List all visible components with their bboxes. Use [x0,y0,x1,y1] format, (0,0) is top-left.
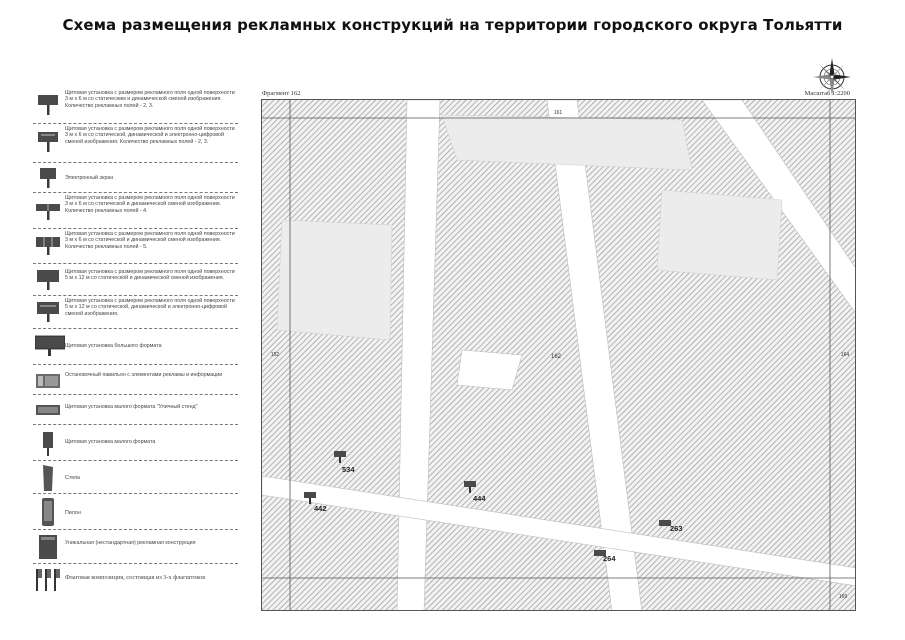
electronic-screen-icon [35,167,63,189]
center-fragment-label: 162 [550,354,562,360]
marker-label: 444 [473,494,486,503]
billboard-3x6-digital-icon [35,131,63,153]
billboard-3x6-five-fields-icon [35,235,63,257]
legend-text: Флаговая композиция, состоящая из 3-х флагштоков [65,574,206,581]
billboard-5x12-digital-icon [35,301,63,323]
small-format-billboard-icon [35,431,63,457]
legend-item [33,425,238,461]
page-title: Схема размещения рекламных конструкций на территории городского округа Тольятти [62,16,843,34]
legend-item [33,193,238,229]
marker-label: 442 [314,504,327,513]
stele-icon [35,464,63,492]
legend-text: Щитовая установка с размером рекламного поля одной поверхности 3 м х 6 м со статической и динамической сменой изображения. Количество рекламных полей - 4. [65,195,235,214]
legend-item [33,530,238,564]
legend-text: Щитовая установка большого формата [65,343,162,349]
legend-item [33,461,238,494]
legend-item [33,163,238,193]
scale-label: Масштаб 1:2200 [804,90,850,97]
marker-label: 534 [342,465,355,474]
large-format-billboard-icon [35,335,63,357]
legend-item [33,494,238,530]
legend-text: Щитовая установка с размером рекламного поля одной поверхности 3 м х 6 м со статическим и динамической сменой изображения. Количество рекламных полей - 2, 3. [65,90,235,109]
legend-text: Уникальная (нестандартная) рекламная конструкция [65,540,196,546]
legend-text: Щитовая установка с размером рекламного поля одной поверхности 3 м х 6 м со статической, динамической и электронно-цифровой сменой изображения. Количество рекламных полей - 2, 3. [65,126,235,145]
small-format-street-stand-icon [35,403,63,417]
billboard-5x12-static-icon [35,269,63,291]
legend-text: Остановочный павильон с элементами рекламы и информации [65,372,223,378]
legend-item [33,296,238,329]
legend-text: Щитовая установка с размером рекламного поля одной поверхности 3 м х 6 м со статической и динамической сменой изображения. Количество рекламных полей - 5. [65,231,235,250]
legend-text: Щитовая установка с размером рекламного поля одной поверхности 5 м х 12 м со статической, динамической и электронно-цифровой сменой изображения. [65,298,235,317]
fragment-label: Фрагмент 162 [262,90,301,97]
billboard-3x6-four-fields-icon [35,201,63,223]
legend-text: Щитовая установка с размером рекламного поля одной поверхности 5 м х 12 м со статической и динамической сменой изображения. [65,269,235,282]
legend-item [33,329,238,365]
unique-construction-icon [35,534,63,560]
legend-item [33,124,238,163]
marker-label: 263 [670,524,683,533]
bus-stop-pavilion-icon [35,372,63,390]
pylon-icon [35,497,63,527]
top-fragment-label: 161 [553,110,563,116]
legend-item [33,264,238,296]
legend-text: Щитовая установка малого формата "Уличный стенд" [65,404,198,410]
bottom-right-fragment-label: 169 [838,594,848,600]
legend-item [33,365,238,395]
map-fragment [261,99,856,611]
billboard-3x6-static-icon [35,94,63,116]
marker-label: 264 [603,554,616,563]
legend-text: Щитовая установка малого формата [65,439,156,445]
legend-item [33,564,238,597]
left-fragment-label: 152 [270,352,280,358]
flag-composition-icon [35,567,63,593]
legend-text: Стела [65,475,80,481]
legend [33,88,238,597]
legend-item [33,229,238,264]
right-fragment-label: 164 [840,352,850,358]
legend-item [33,88,238,124]
legend-text: Пилон [65,510,81,516]
legend-text: Электронный экран [65,175,114,181]
legend-item [33,395,238,425]
